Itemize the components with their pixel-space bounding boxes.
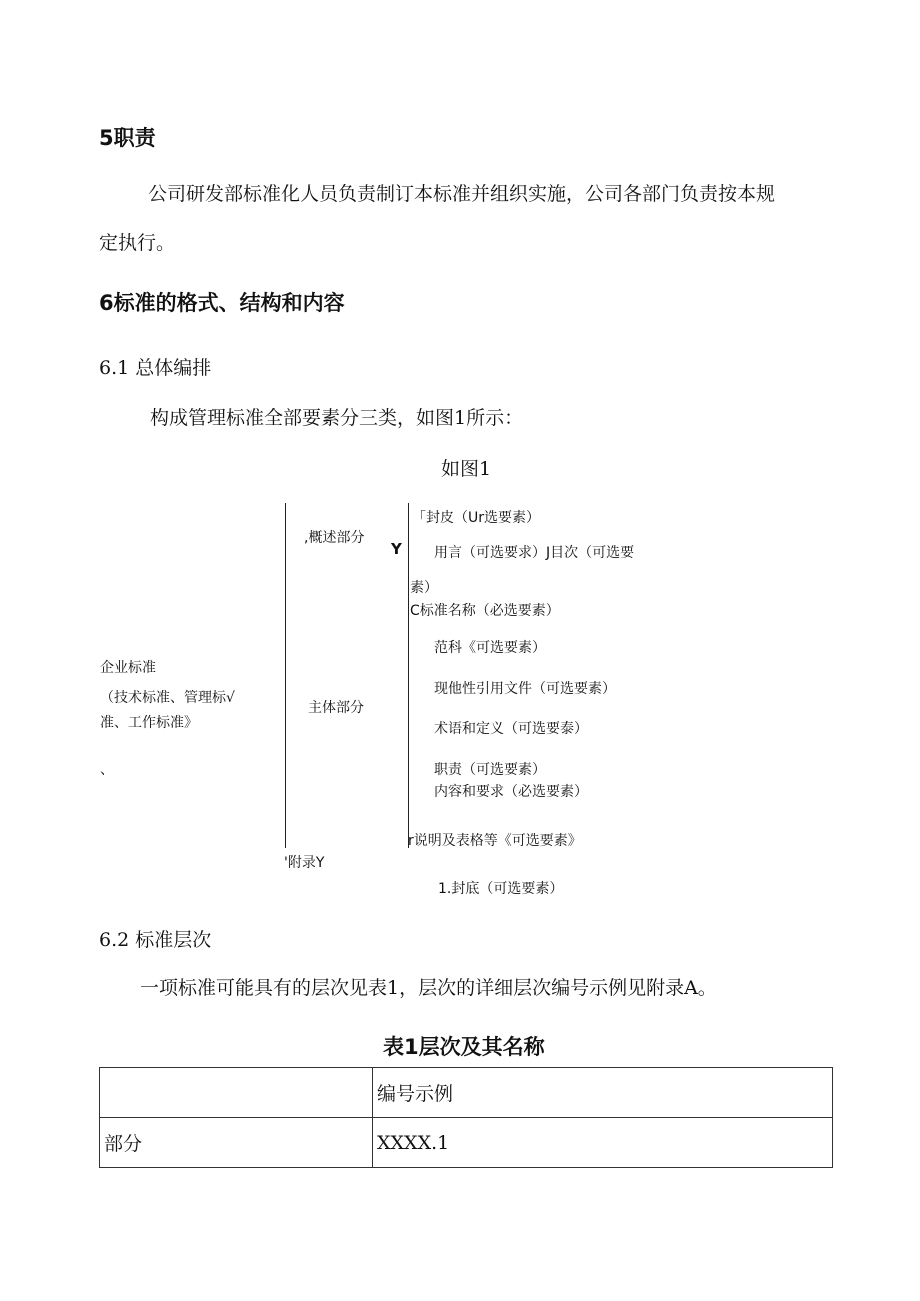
section-6-1-heading: 6.1 总体编排	[99, 357, 212, 379]
diagram-item-foreword: 用言（可选要求）J目次（可选要	[434, 545, 635, 561]
diagram-bracket-right	[408, 503, 409, 848]
table-cell: 部分	[100, 1118, 373, 1168]
table-header-cell: 编号示例	[373, 1068, 833, 1118]
diagram-item-duties: 职责（可选要素）	[434, 762, 546, 778]
diagram-item-foreword-cont: 素）	[410, 580, 438, 596]
section-5-paragraph-line1: 公司研发部标准化人员负责制订本标准并组织实施，公司各部门负责按本规	[148, 183, 776, 205]
section-5-heading: 5职责	[99, 126, 156, 150]
diagram-root-mark: 、	[100, 762, 114, 778]
diagram-root-line3: 准、工作标准》	[100, 715, 198, 731]
figure-title: 如图1	[441, 458, 492, 480]
table-row	[100, 1118, 833, 1168]
section-6-2-paragraph: 一项标准可能具有的层次见表1，层次的详细层次编号示例见附录A。	[140, 977, 717, 999]
table-header-row	[100, 1068, 833, 1118]
table-title: 表1层次及其名称	[383, 1035, 545, 1059]
diagram-item-cover: 「封皮（Ur选要素）	[412, 510, 541, 526]
diagram-part-main: 主体部分	[308, 700, 364, 716]
diagram-root-line2: （技术标准、管理标√	[100, 690, 235, 706]
diagram-item-content: 内容和要求（必选要素）	[434, 784, 588, 800]
diagram-bracket-left	[285, 503, 286, 848]
diagram-item-terms: 术语和定义（可选要泰）	[434, 721, 588, 737]
diagram-item-notes: r说明及表格等《可选要素》	[408, 833, 582, 849]
levels-table	[99, 1067, 833, 1168]
table-header-cell	[100, 1068, 373, 1118]
diagram-item-back: 1.封底（可选要素）	[438, 881, 564, 897]
diagram-part-overview: ,概述部分	[304, 530, 365, 546]
section-6-2-heading: 6.2 标准层次	[99, 929, 212, 951]
diagram-y-mark: Y	[391, 540, 402, 558]
diagram-item-scope: 范科《可选要素）	[434, 640, 546, 656]
section-5-paragraph-line2: 定执行。	[99, 232, 176, 254]
diagram-item-name: C标准名称（必选要素）	[410, 603, 560, 619]
diagram-item-refs: 现他性引用文件（可选要素）	[434, 681, 616, 697]
section-6-1-paragraph: 构成管理标准全部要素分三类，如图1所示：	[150, 407, 524, 429]
table-cell: XXXX.1	[373, 1118, 833, 1168]
diagram-root-line1: 企业标准	[100, 660, 156, 676]
diagram-part-appendix: '附录Y	[284, 855, 325, 871]
section-6-heading: 6标准的格式、结构和内容	[99, 291, 345, 315]
